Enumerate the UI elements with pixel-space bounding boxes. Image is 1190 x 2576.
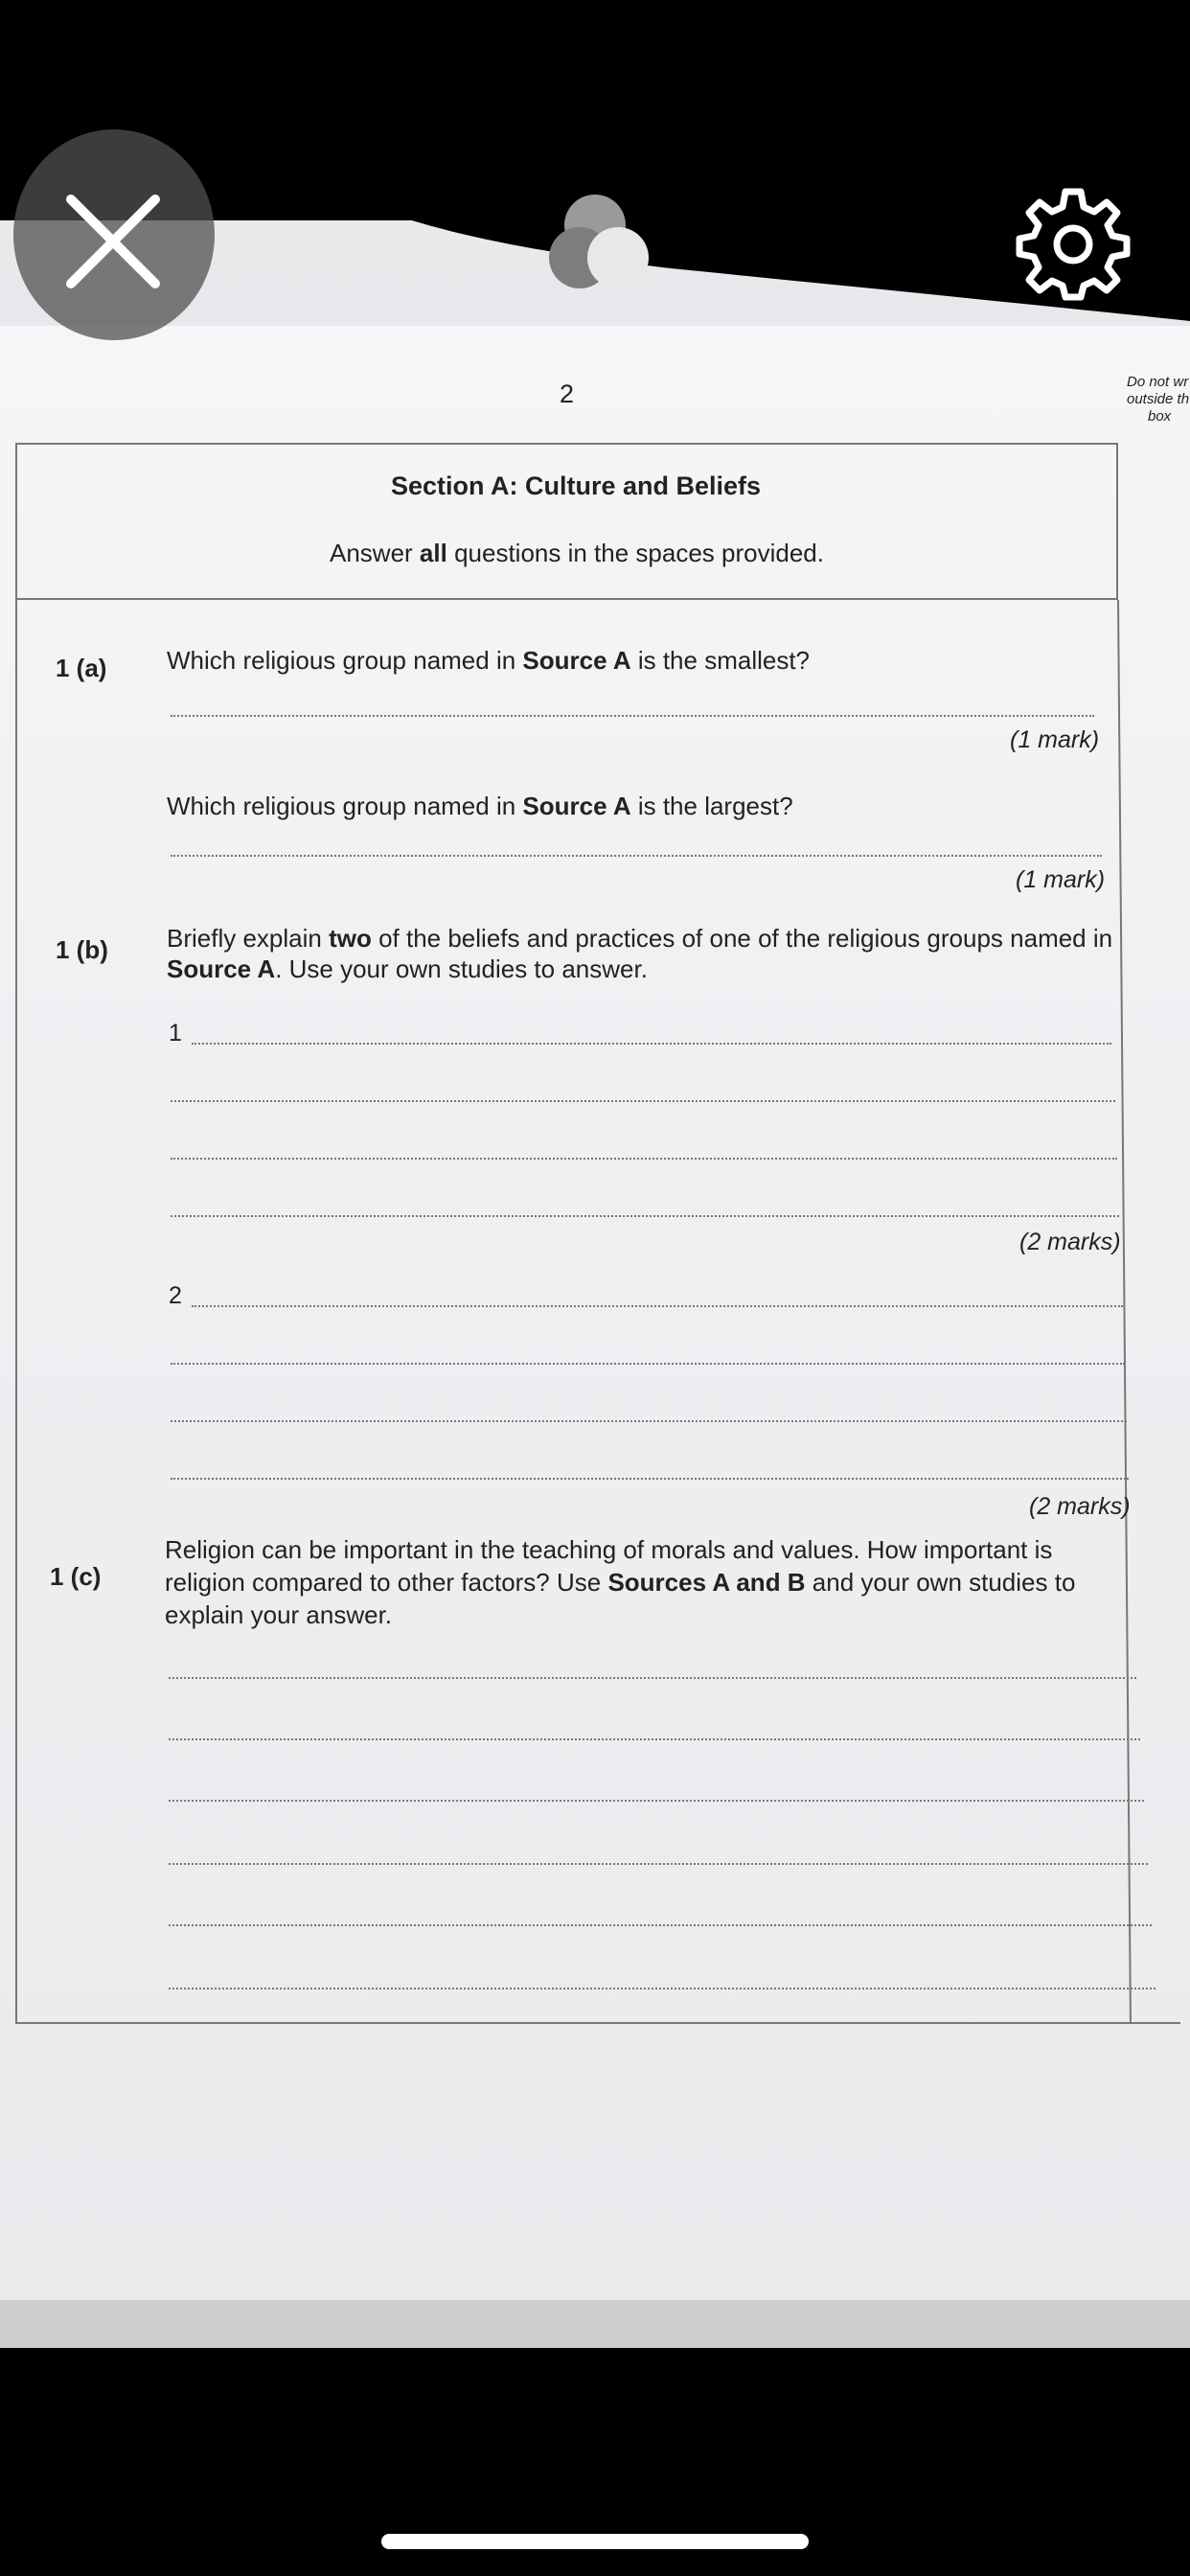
frame-right: [1117, 600, 1132, 2022]
marks-label: (2 marks): [1029, 1493, 1131, 1520]
close-icon[interactable]: [63, 192, 163, 291]
answer-line: [169, 1863, 1148, 1865]
q1a-text-2: is the smallest?: [630, 646, 811, 675]
section-header-divider: [17, 598, 1117, 600]
q1a-text-1: Which religious group named in: [167, 646, 523, 675]
question-1a-part-2: [167, 792, 793, 821]
answer-line: [169, 1924, 1152, 1926]
q1b-line2-emphasis: Source A: [167, 954, 276, 983]
q1a-part2-emphasis: Source A: [522, 792, 631, 820]
answer-line: [169, 1738, 1140, 1740]
question-1c-line-1: Religion can be important in the teaching of morals and values. How important is: [165, 1535, 1053, 1564]
instruction-emphasis: all: [419, 539, 447, 567]
question-1c-line-2: [165, 1568, 1075, 1598]
q1b-line1-text-2: of the beliefs and practices of one of the religious groups named in: [371, 924, 1113, 953]
frame-left: [15, 443, 17, 2024]
instruction-text-1: Answer: [330, 539, 420, 567]
answer-line: [171, 1363, 1125, 1365]
answer-label-1: 1: [169, 1020, 182, 1046]
section-title: Section A: Culture and Beliefs: [391, 472, 762, 500]
margin-note-line-2: outside th: [1127, 391, 1190, 407]
answer-line: [169, 1988, 1156, 1990]
answer-label-2: 2: [169, 1282, 182, 1309]
frame-top: [15, 443, 1117, 445]
gear-icon[interactable]: [1014, 184, 1133, 303]
filter-icon[interactable]: [541, 187, 656, 302]
frame-right-top: [1116, 443, 1118, 600]
q1a-emphasis: Source A: [522, 646, 631, 675]
q1c-line2-emphasis: Sources A and B: [607, 1568, 806, 1597]
instruction-text-2: questions in the spaces provided.: [446, 539, 824, 567]
document-photo: [0, 220, 1190, 2348]
exam-paper: [0, 326, 1190, 2348]
question-number-1a: 1 (a): [56, 654, 107, 682]
answer-line: [171, 1100, 1115, 1102]
marks-label: (1 mark): [1010, 726, 1100, 753]
answer-line: [171, 1158, 1117, 1160]
question-number-1b: 1 (b): [56, 935, 108, 964]
answer-line: [169, 1677, 1136, 1679]
q1a-part2-text-2: is the largest?: [630, 792, 793, 820]
page-number: 2: [560, 380, 575, 408]
margin-note-line-1: Do not wr: [1127, 374, 1189, 390]
answer-line: [171, 1215, 1119, 1217]
marks-label: (2 marks): [1019, 1229, 1121, 1255]
answer-line: [171, 1478, 1129, 1480]
paper-shadow: [0, 2300, 1190, 2348]
question-number-1c: 1 (c): [50, 1562, 102, 1591]
q1b-line2-text: . Use your own studies to answer.: [275, 954, 648, 983]
marks-label: (1 mark): [1016, 866, 1106, 893]
question-1c-line-3: explain your answer.: [165, 1600, 393, 1629]
margin-note-line-3: box: [1148, 408, 1172, 425]
q1c-line2-text-1: religion compared to other factors? Use: [165, 1568, 608, 1597]
frame-bottom: [15, 2022, 1180, 2024]
instruction: [330, 539, 824, 568]
home-indicator[interactable]: [381, 2534, 809, 2549]
question-1b-line-1: [167, 924, 1112, 954]
answer-line: [171, 715, 1094, 717]
answer-line: [192, 1305, 1123, 1307]
answer-line: [192, 1043, 1111, 1045]
answer-line: [169, 1800, 1144, 1802]
q1a-part2-text-1: Which religious group named in: [167, 792, 523, 820]
q1b-line1-text-1: Briefly explain: [167, 924, 330, 953]
question-1a-part-1: [167, 646, 810, 676]
q1c-line2-text-2: and your own studies to: [805, 1568, 1076, 1597]
answer-line: [171, 855, 1102, 857]
question-1b-line-2: [167, 954, 648, 984]
q1b-line1-emphasis: two: [329, 924, 372, 953]
answer-line: [171, 1420, 1127, 1422]
